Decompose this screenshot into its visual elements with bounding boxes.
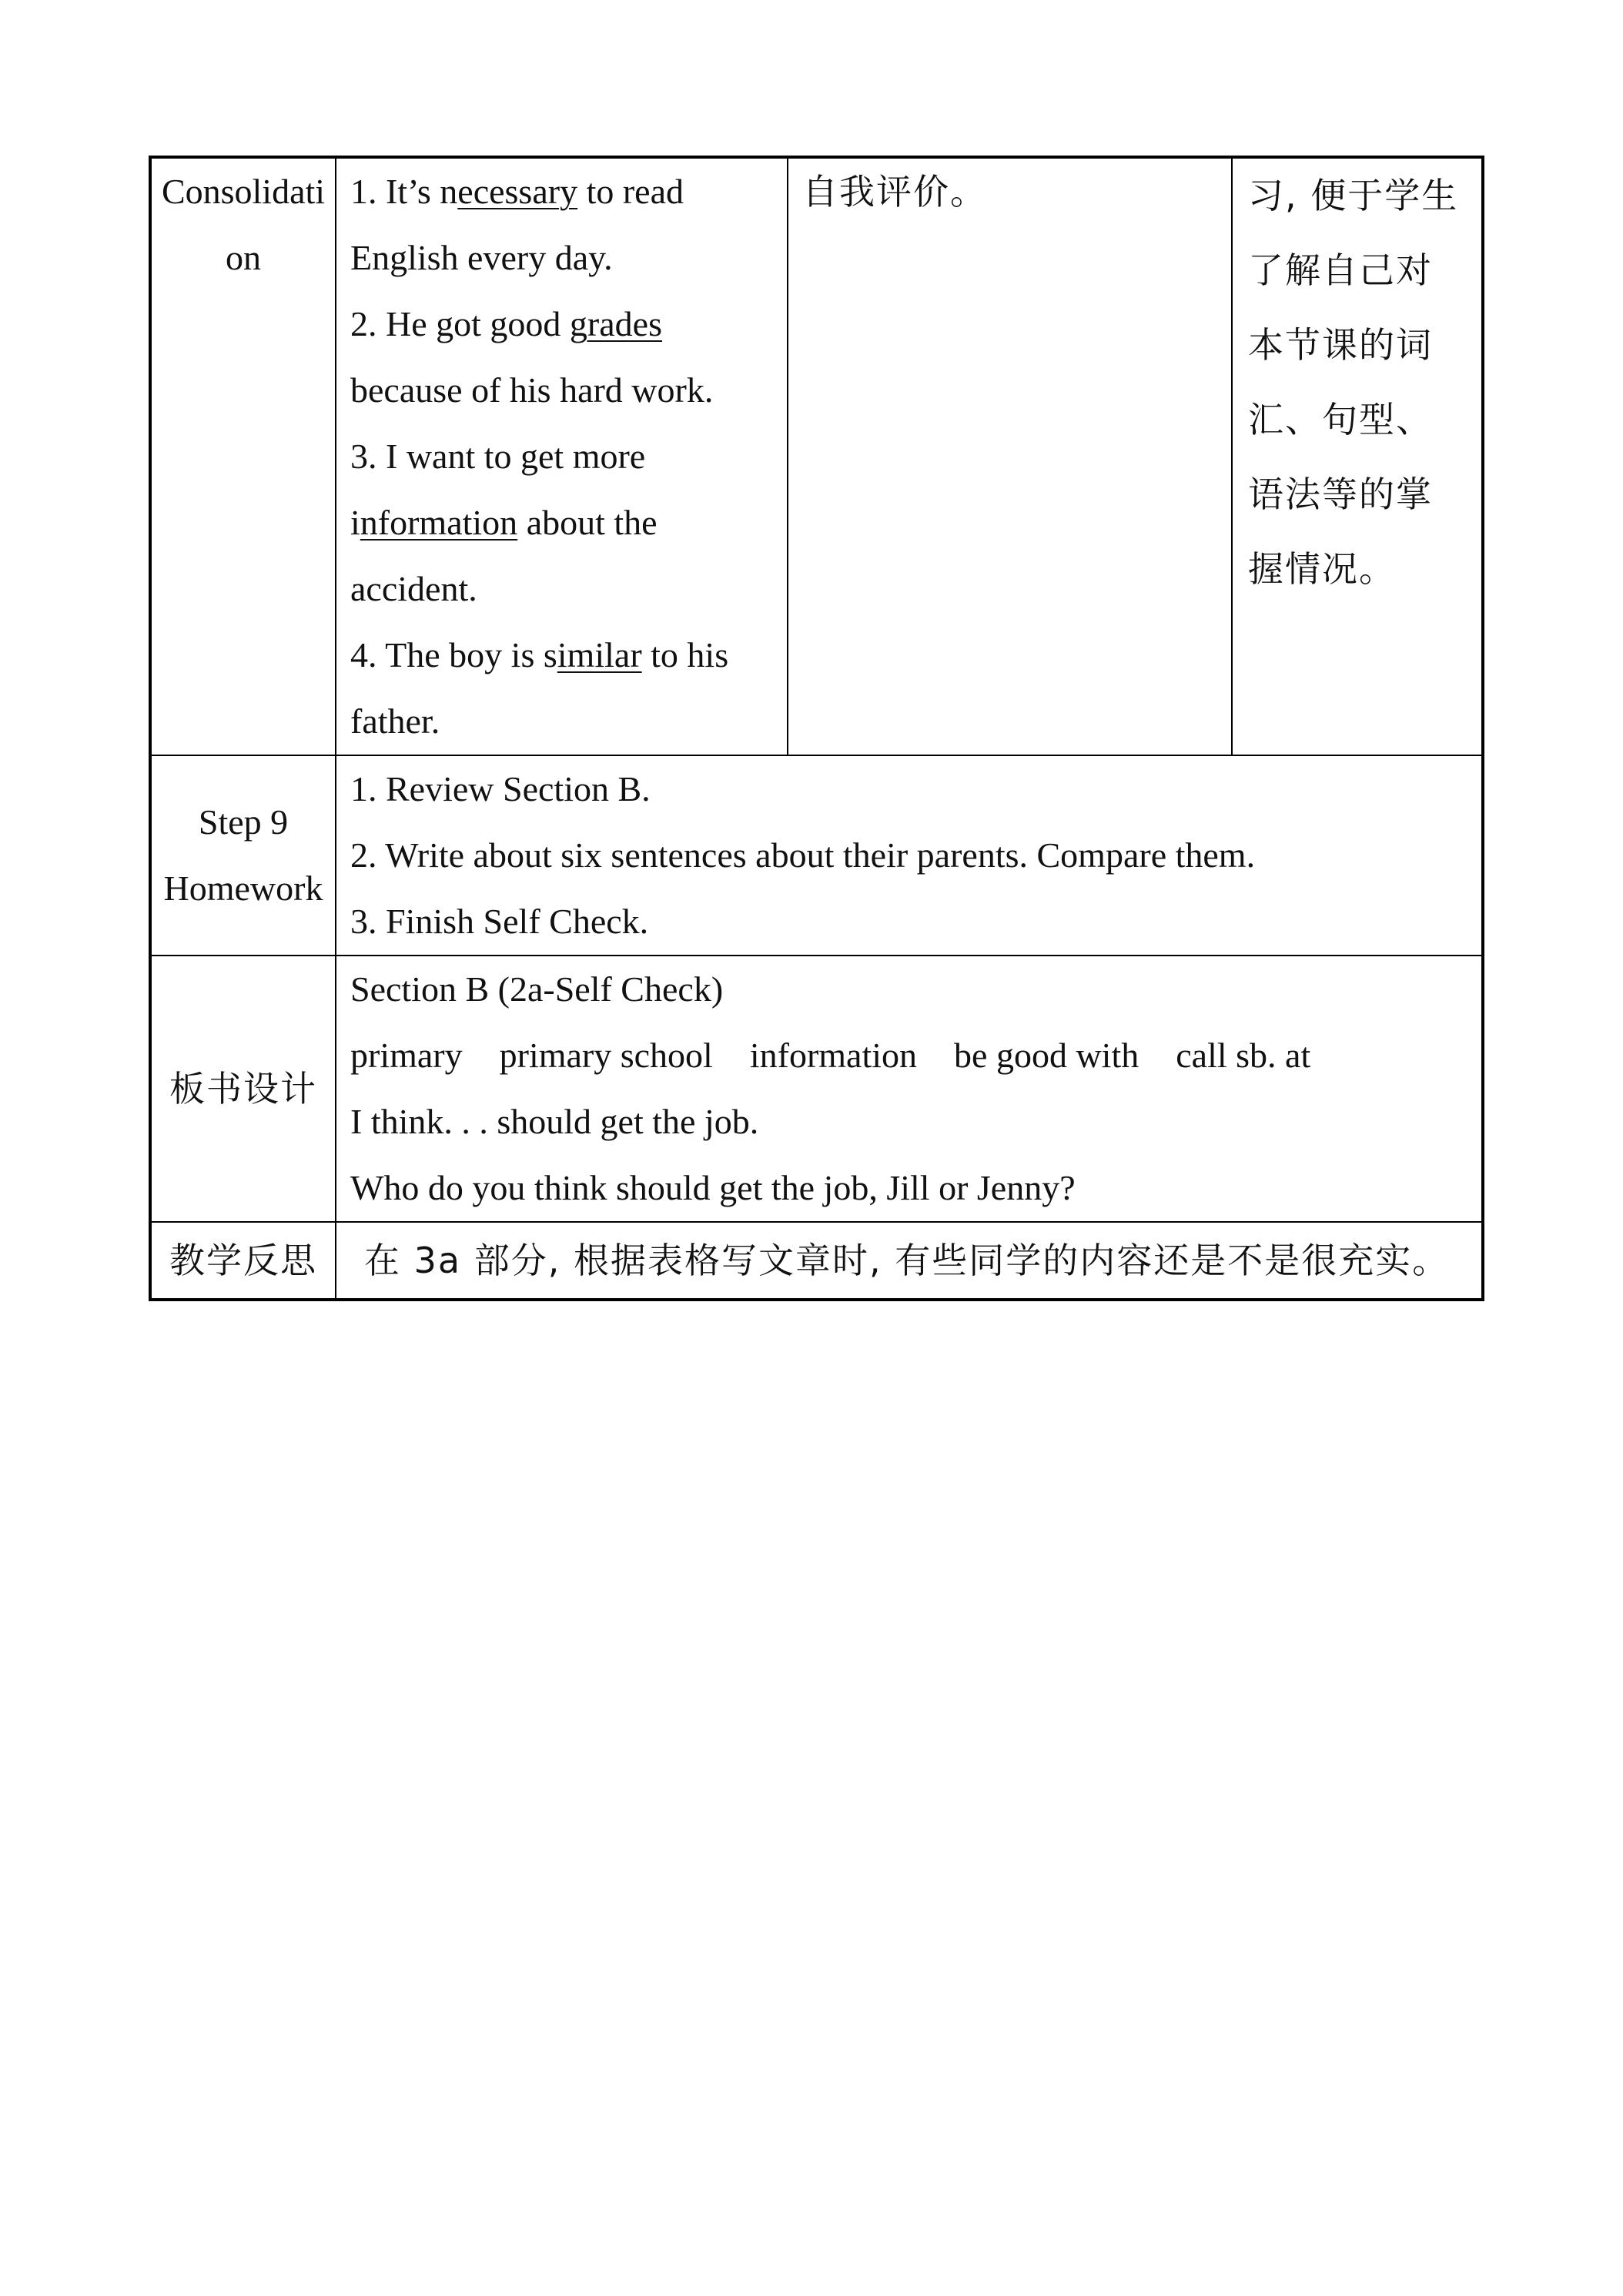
self-evaluation-text: 自我评价。 <box>802 171 987 213</box>
exercise-2-line2: because of his hard work. <box>350 370 714 410</box>
exercise-4-line1: 4. The boy is similar to his <box>350 635 729 674</box>
exercise-3-line1: 3. I want to get more <box>350 437 646 476</box>
teaching-reflection-row <box>150 1222 1483 1300</box>
homework-label-text: Homework <box>163 869 323 908</box>
purpose-line-5: 语法等的掌 <box>1248 474 1433 515</box>
consolidation-label-part1: Consolidati <box>161 172 326 211</box>
consolidation-label-cell <box>150 157 336 755</box>
blackboard-design-label-cell <box>150 956 336 1222</box>
homework-item-2: 2. Write about six sentences about their parents. Compare them. <box>350 835 1256 875</box>
exercise-4-answer: imilar <box>557 635 642 674</box>
blackboard-design-row <box>150 956 1483 1222</box>
teaching-reflection-content-cell <box>336 1222 1483 1300</box>
teaching-reflection-label: 教学反思 <box>169 1240 317 1281</box>
consolidation-exercises-cell <box>336 157 788 755</box>
blackboard-design-label: 板书设计 <box>169 1068 317 1110</box>
blackboard-design-content-cell <box>336 956 1483 1222</box>
purpose-line-4: 汇、句型、 <box>1248 399 1433 440</box>
phrase-5: call sb. at <box>1176 1036 1311 1075</box>
exercise-3-answer: nformation <box>360 503 518 542</box>
blackboard-phrases <box>350 1022 1474 1089</box>
phrase-2: primary school <box>499 1036 713 1075</box>
lesson-plan-table <box>149 156 1484 1301</box>
homework-row <box>150 755 1483 956</box>
homework-item-3: 3. Finish Self Check. <box>350 902 649 941</box>
blackboard-sentence-2: Who do you think should get the job, Jill or Jenny? <box>350 1168 1076 1207</box>
exercise-1-answer: ecessary <box>457 172 578 211</box>
self-evaluation-cell <box>788 157 1232 755</box>
homework-item-1: 1. Review Section B. <box>350 769 651 808</box>
homework-items-cell <box>336 755 1483 956</box>
exercise-2-line1: 2. He got good grades <box>350 304 662 343</box>
purpose-line-1: 习, 便于学生 <box>1248 175 1459 216</box>
phrase-1: primary <box>350 1036 463 1075</box>
purpose-cell <box>1232 157 1483 755</box>
homework-label-step: Step 9 <box>198 802 289 842</box>
blackboard-sentence-1: I think. . . should get the job. <box>350 1102 759 1141</box>
blackboard-title: Section B (2a-Self Check) <box>350 969 724 1009</box>
phrase-4: be good with <box>954 1036 1139 1075</box>
purpose-line-3: 本节课的词 <box>1248 324 1433 366</box>
teaching-reflection-label-cell <box>150 1222 336 1300</box>
purpose-line-6: 握情况。 <box>1248 548 1396 590</box>
homework-label-cell <box>150 755 336 956</box>
consolidation-label-part2: on <box>226 238 261 277</box>
exercise-3-line2: information about the <box>350 503 658 542</box>
exercise-1-line2: English every day. <box>350 238 613 277</box>
consolidation-row <box>150 157 1483 755</box>
exercise-2-answer: grades <box>569 304 662 343</box>
purpose-line-2: 了解自己对 <box>1248 249 1433 291</box>
teaching-reflection-text: 在 3a 部分, 根据表格写文章时, 有些同学的内容还是不是很充实。 <box>364 1240 1450 1281</box>
exercise-1-line1: 1. It’s necessary to read <box>350 172 684 211</box>
exercise-3-line3: accident. <box>350 569 477 608</box>
phrase-3: information <box>749 1036 918 1075</box>
exercise-4-line2: father. <box>350 701 440 741</box>
